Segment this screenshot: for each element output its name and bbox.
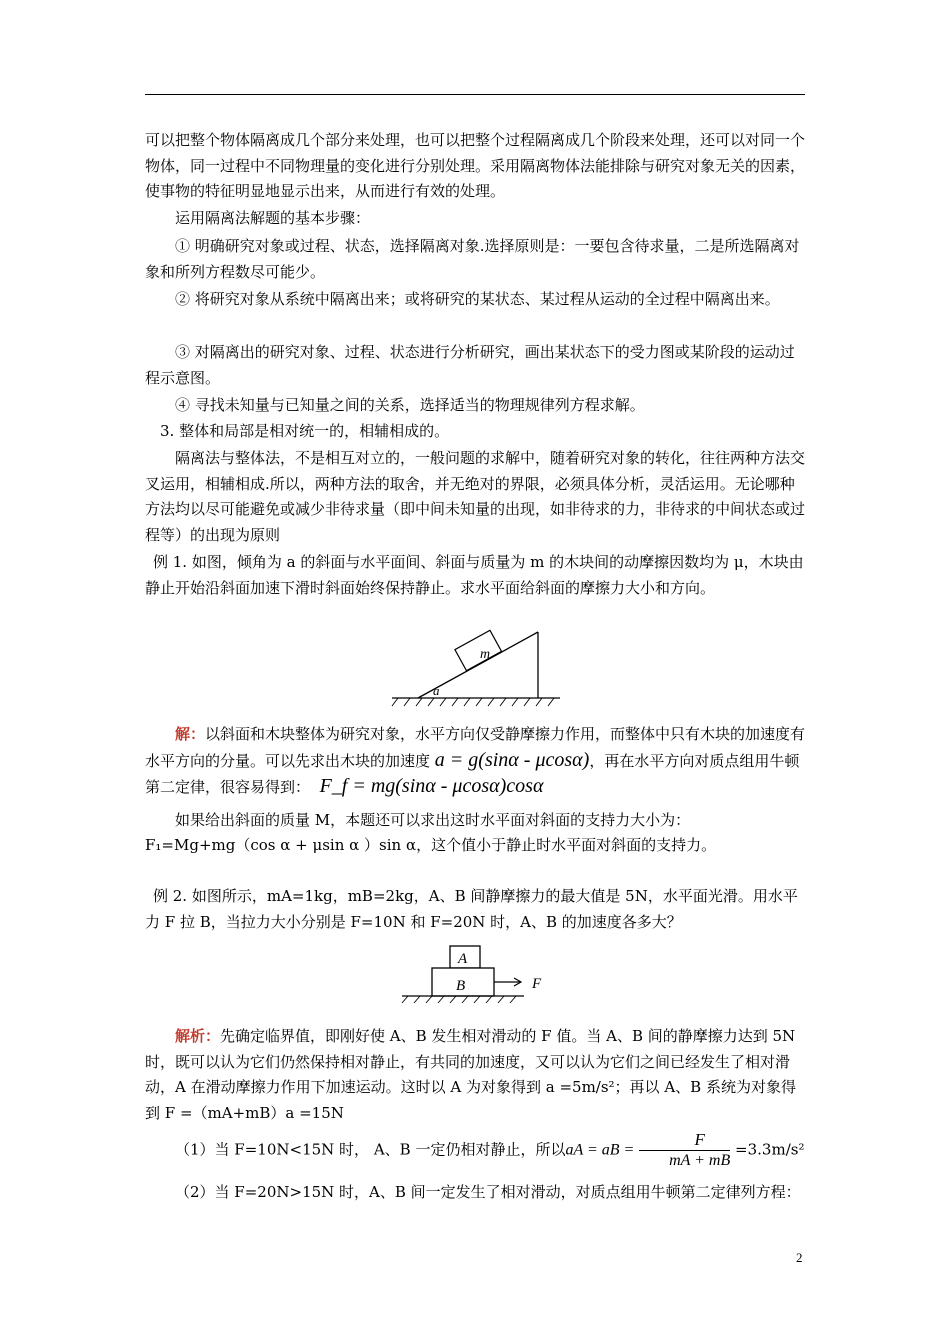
case-1-text: （1）当 F=10N<15N 时， A、B 一定仍相对静止，所以 [175,1140,566,1159]
step-2: ② 将研究对象从系统中隔离出来；或将研究的某状态、某过程从运动的全过程中隔离出来。 [175,290,780,308]
paragraph-isolation-intro: 可以把整个物体隔离成几个部分来处理，也可以把整个过程隔离成几个阶段来处理，还可以对同一个物体，同一过程中不同物理量的变化进行分别处理。采用隔离物体法能排除与研究对象无关的因素，使事物的特征明显地显示出来，从而进行有效的处理。 [145,131,806,200]
case-1-rhs: =3.3m/s² [735,1140,805,1159]
example-2-question: 例 2. 如图所示，mA=1kg，mB=2kg，A、B 间静摩擦力的最大值是 5N，水平面光滑。用水平力 F 拉 B，当拉力大小分别是 F=10N 和 F=20N 时，A、B 的加速度各多大？ [145,887,798,931]
stacked-blocks-figure [400,940,560,1004]
case-1-denominator: mA + mB [669,1152,731,1169]
step-1: ① 明确研究对象或过程、状态，选择隔离对象.选择原则是：一要包含待求量，二是所选隔离对象和所列方程数尽可能少。 [145,237,800,281]
solution-1-text-b: ，再在水平方向对质点组用牛顿第二定律，很容易得到： [145,751,800,796]
block-label: m [480,647,491,662]
example-1-question: 例 1. 如图，倾角为 a 的斜面与水平面间、斜面与质量为 m 的木块间的动摩擦因数均为 μ，木块由静止开始沿斜面加速下滑时斜面始终保持静止。求水平面给斜面的摩擦力大小和方向。 [145,553,804,597]
solution-1-label: 解： [175,725,206,743]
case-2: （2）当 F=20N>15N 时，A、B 间一定发生了相对滑动，对质点组用牛顿第二定律列方程： [175,1183,801,1201]
step-4: ④ 寻找未知量与已知量之间的关系，选择适当的物理规律列方程求解。 [175,396,645,414]
header-rule [145,94,805,95]
solution-1 [145,722,807,801]
case-1-lhs: aA = aB = [565,1141,635,1159]
label-f: F [532,976,542,992]
block-m [455,630,502,670]
solution-1-text-a: 以斜面和木块整体为研究对象，水平方向仅受静摩擦力作用，而整体中只有木块的加速度有水平方向的分量。可以先求出木块的加速度 [145,725,806,770]
label-a: A [458,951,468,967]
support-force-formula: F₁=Mg+mg（cos α + μsin α ）sin α，这个值小于静止时水平面对斜面的支持力。 [145,836,717,854]
paragraph-support-force: 如果给出斜面的质量 M，本题还可以求出这时水平面对斜面的支持力大小为： [175,811,691,829]
case-1 [145,1130,807,1171]
step-3: ③ 对隔离出的研究对象、过程、状态进行分析研究，画出某状态下的受力图或某阶段的运动过程示意图。 [145,343,795,387]
acceleration-formula: a = g(sinα - μcosα) [434,748,590,771]
solution-2-text: 先确定临界值，即刚好使 A、B 发生相对滑动的 F 值。当 A、B 间的静摩擦力达到 5N 时，既可以认为它们仍然保持相对静止，有共同的加速度，又可以认为它们之间已经发生了相对滑动，A 在滑动摩擦力作用下加速运动。这时以 A 为对象得到 a =5m/s²；再以 A、B 系统为对象得到 F =（mA+mB）a =15N [145,1027,796,1122]
angle-label: a [433,683,440,698]
steps-heading: 运用隔离法解题的基本步骤： [175,209,371,227]
ground-hatch [392,698,554,706]
paragraph-combination: 隔离法与整体法，不是相互对立的，一般问题的求解中，随着研究对象的转化，往往两种方法交叉运用，相辅相成.所以，两种方法的取舍，并无绝对的界限，必须具体分析，灵活运用。无论哪种方法均以尽可能避免或减少非待求量（即中间未知量的出现，如非待求的力，非待求的中间状态或过程等）的出现为原则 [145,449,806,544]
case-1-fraction [639,1130,730,1171]
label-b: B [456,978,466,994]
floor-hatch [402,996,516,1003]
page-number: 2 [796,1250,803,1265]
solution-2 [145,1024,807,1126]
section-3-heading: 3. 整体和局部是相对统一的，相辅相成的。 [160,422,450,440]
incline-figure [388,628,568,708]
case-1-numerator: F [639,1130,730,1151]
friction-formula: F_f = mg(sinα - μcosα)cosα [319,775,544,797]
solution-2-label: 解析： [175,1027,221,1045]
